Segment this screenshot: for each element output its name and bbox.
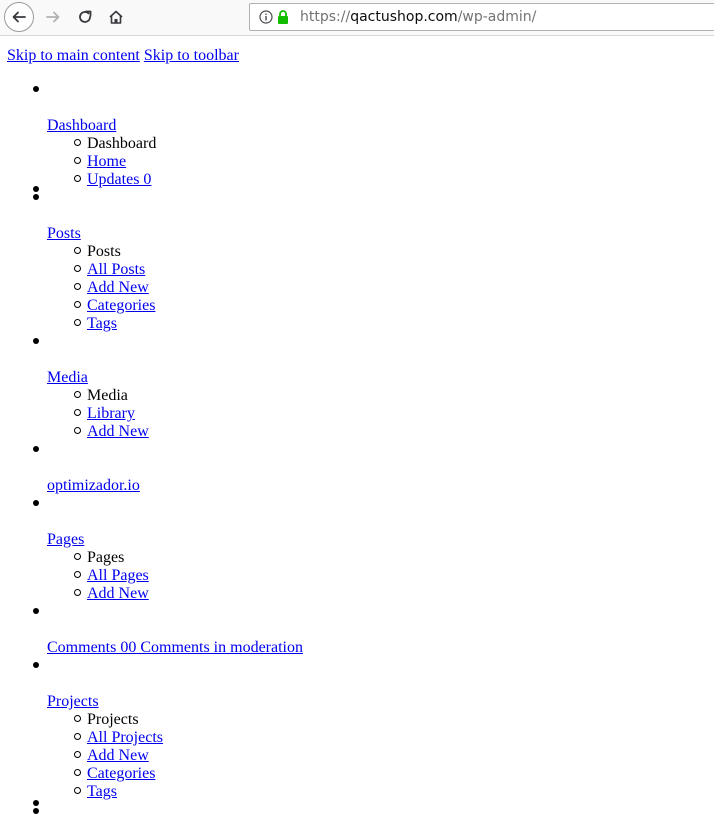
reload-icon [77, 9, 93, 25]
info-icon[interactable] [259, 10, 273, 24]
bullet [33, 808, 39, 814]
url-scheme: https:// [300, 9, 351, 25]
sub-bullet [74, 571, 81, 578]
bullet [33, 608, 39, 614]
submenu-link-add-new-post[interactable]: Add New [87, 279, 149, 296]
sub-bullet [74, 715, 81, 722]
bullet [33, 446, 39, 452]
submenu-link-project-tags[interactable]: Tags [87, 783, 117, 800]
back-arrow-icon [11, 9, 27, 25]
sub-bullet [74, 301, 81, 308]
sub-bullet [74, 769, 81, 776]
menu-link-media[interactable]: Media [47, 369, 88, 386]
sub-bullet [74, 283, 81, 290]
submenu-heading-dashboard: Dashboard [87, 135, 157, 152]
sub-bullet [74, 751, 81, 758]
back-button[interactable] [4, 2, 34, 32]
submenu-link-all-pages[interactable]: All Pages [87, 567, 149, 584]
submenu-link-add-new-media[interactable]: Add New [87, 423, 149, 440]
menu-link-optimizador[interactable]: optimizador.io [47, 477, 140, 494]
address-bar[interactable] [249, 3, 714, 31]
sub-bullet [74, 553, 81, 560]
url-text [300, 9, 536, 25]
url-domain: qactushop.com [350, 9, 458, 25]
skip-to-toolbar-link[interactable]: Skip to toolbar [143, 47, 239, 64]
submenu-heading-pages: Pages [87, 549, 125, 566]
menu-link-posts[interactable]: Posts [47, 225, 81, 242]
submenu-link-updates[interactable]: Updates 0 [87, 171, 152, 188]
submenu-link-add-new-project[interactable]: Add New [87, 747, 149, 764]
sub-bullet [74, 139, 81, 146]
sub-bullet [74, 247, 81, 254]
sub-bullet [74, 319, 81, 326]
bullet [33, 500, 39, 506]
submenu-link-add-new-page[interactable]: Add New [87, 585, 149, 602]
forward-button[interactable] [38, 2, 68, 32]
submenu-heading-media: Media [87, 387, 128, 404]
reload-button[interactable] [70, 2, 100, 32]
sub-bullet [74, 589, 81, 596]
submenu-heading-projects: Projects [87, 711, 139, 728]
submenu-link-post-tags[interactable]: Tags [87, 315, 117, 332]
bullet [33, 186, 39, 192]
submenu-link-all-posts[interactable]: All Posts [87, 261, 146, 278]
sub-bullet [74, 409, 81, 416]
submenu-link-all-projects[interactable]: All Projects [87, 729, 163, 746]
skip-links [7, 47, 239, 65]
bullet [33, 662, 39, 668]
sub-bullet [74, 175, 81, 182]
menu-link-dashboard[interactable]: Dashboard [47, 117, 117, 134]
submenu-heading-posts: Posts [87, 243, 121, 260]
lock-icon[interactable] [276, 9, 290, 25]
forward-arrow-icon [45, 9, 61, 25]
submenu-link-project-categories[interactable]: Categories [87, 765, 156, 782]
browser-toolbar [0, 0, 714, 36]
home-icon [108, 9, 124, 25]
url-path: /wp-admin/ [457, 9, 537, 25]
sub-bullet [74, 427, 81, 434]
menu-link-comments[interactable]: Comments 00 Comments in moderation [47, 639, 303, 656]
bullet [33, 86, 39, 92]
sub-bullet [74, 733, 81, 740]
bullet [33, 800, 39, 806]
sub-bullet [74, 787, 81, 794]
skip-to-main-link[interactable]: Skip to main content [7, 47, 140, 64]
bullet [33, 194, 39, 200]
bullet [33, 338, 39, 344]
menu-link-projects[interactable]: Projects [47, 693, 99, 710]
submenu-link-library[interactable]: Library [87, 405, 135, 422]
home-button[interactable] [101, 2, 131, 32]
submenu-link-home[interactable]: Home [87, 153, 127, 170]
submenu-link-post-categories[interactable]: Categories [87, 297, 156, 314]
sub-bullet [74, 157, 81, 164]
menu-link-pages[interactable]: Pages [47, 531, 85, 548]
sub-bullet [74, 265, 81, 272]
sub-bullet [74, 391, 81, 398]
